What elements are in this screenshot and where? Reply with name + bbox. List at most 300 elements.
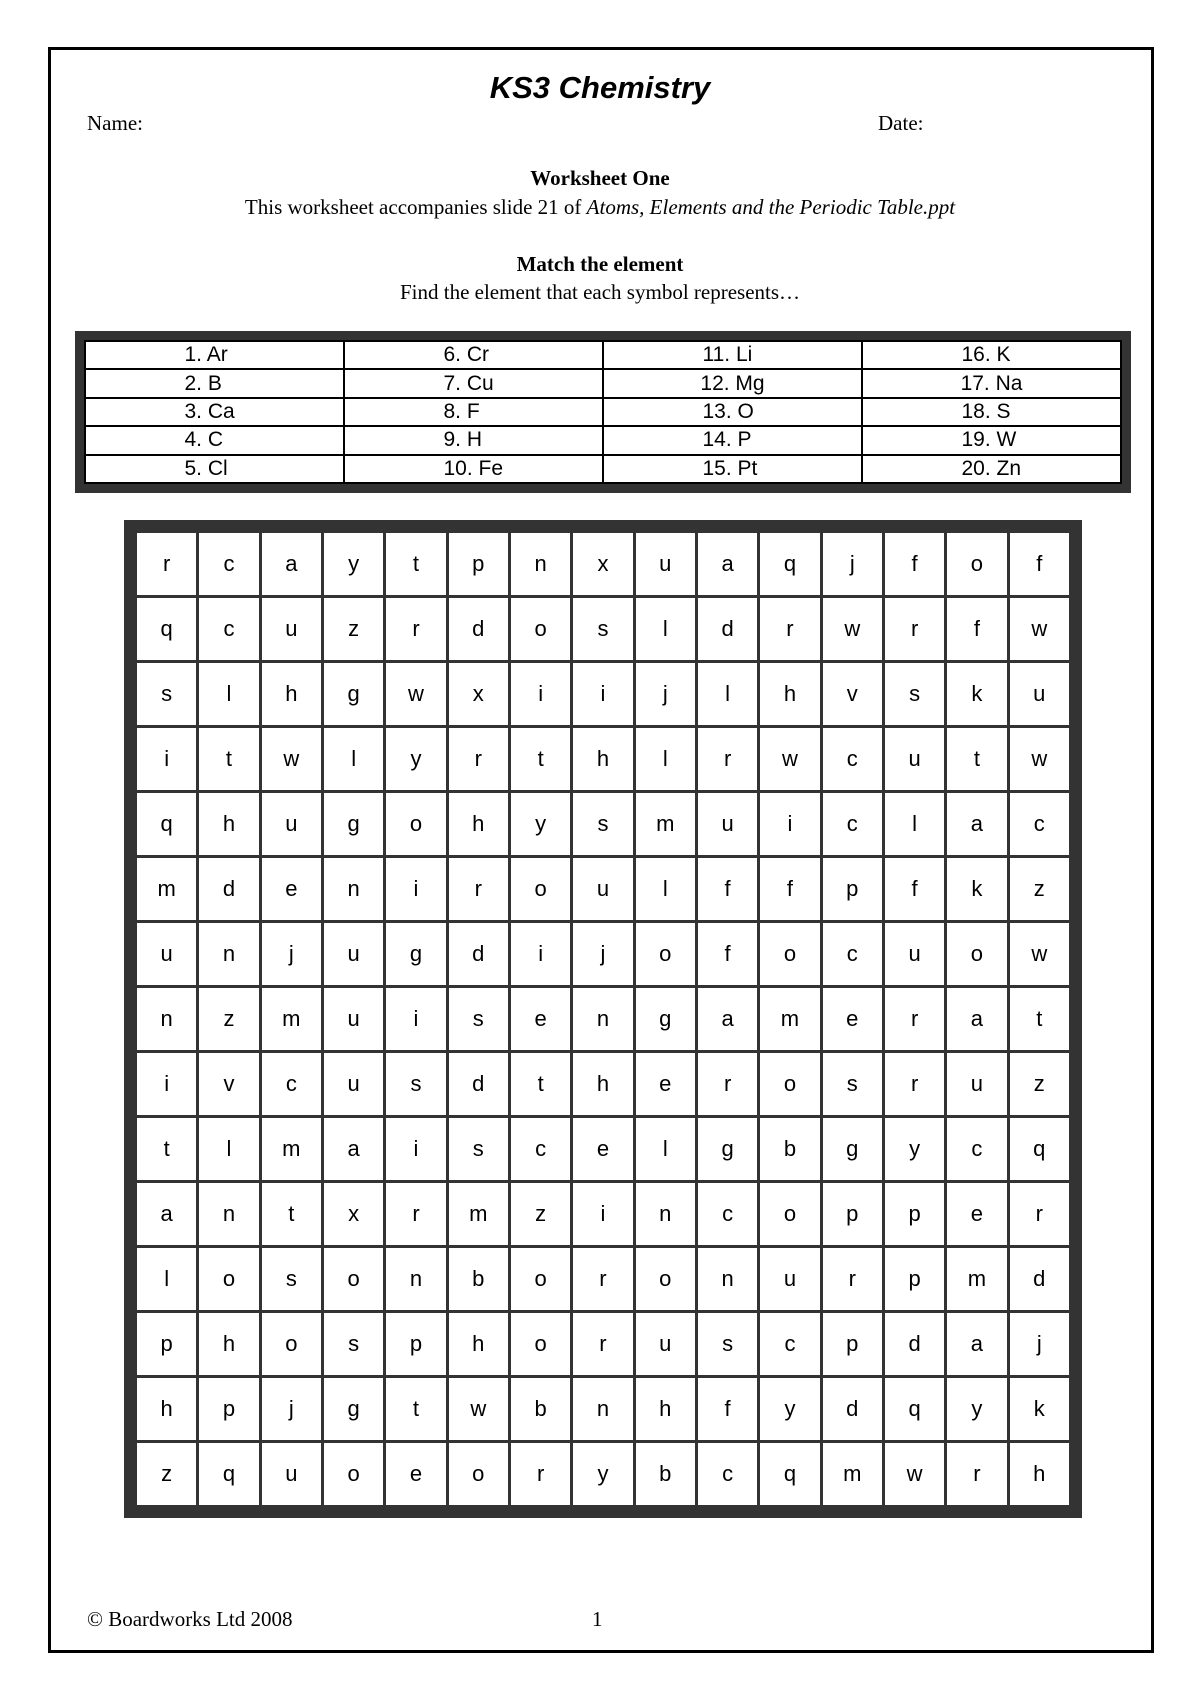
grid-letter[interactable]: c [821,727,883,792]
grid-letter[interactable]: l [198,662,260,727]
grid-letter[interactable]: i [572,662,634,727]
grid-letter[interactable]: m [821,1442,883,1507]
symbol-row [85,369,1121,397]
symbol-cell [85,455,344,483]
grid-letter[interactable]: w [385,662,447,727]
grid-letter[interactable]: q [136,597,198,662]
grid-letter[interactable]: m [759,987,821,1052]
grid-letter[interactable]: c [260,1052,322,1117]
grid-letter[interactable]: l [696,662,758,727]
grid-letter[interactable]: w [759,727,821,792]
grid-letter[interactable]: h [1008,1442,1070,1507]
grid-letter[interactable]: o [322,1442,384,1507]
grid-letter[interactable]: p [883,1182,945,1247]
grid-letter[interactable]: j [634,662,696,727]
grid-letter[interactable]: h [260,662,322,727]
grid-letter[interactable]: s [821,1052,883,1117]
grid-letter[interactable]: o [260,1312,322,1377]
grid-letter[interactable]: r [572,1247,634,1312]
grid-letter[interactable]: i [136,1052,198,1117]
grid-letter[interactable]: i [509,662,571,727]
grid-letter[interactable]: r [821,1247,883,1312]
grid-letter[interactable]: n [572,987,634,1052]
grid-letter[interactable]: h [136,1377,198,1442]
grid-letter[interactable]: p [883,1247,945,1312]
grid-letter[interactable]: e [634,1052,696,1117]
grid-letter[interactable]: r [883,987,945,1052]
grid-letter[interactable]: u [260,792,322,857]
grid-letter[interactable]: k [946,662,1008,727]
grid-letter[interactable]: t [385,532,447,597]
symbol-row [85,426,1121,454]
grid-letter[interactable]: o [759,1052,821,1117]
grid-letter[interactable]: h [198,792,260,857]
grid-letter[interactable]: j [821,532,883,597]
grid-letter[interactable]: d [447,922,509,987]
grid-letter[interactable]: a [136,1182,198,1247]
grid-letter[interactable]: l [136,1247,198,1312]
symbol-cell [85,369,344,397]
grid-letter[interactable]: o [759,922,821,987]
grid-letter[interactable]: y [322,532,384,597]
grid-letter[interactable]: p [136,1312,198,1377]
grid-letter[interactable]: x [447,662,509,727]
grid-letter[interactable]: s [447,987,509,1052]
grid-letter[interactable]: h [572,727,634,792]
grid-letter[interactable]: h [572,1052,634,1117]
date-label: Date: [878,111,924,135]
grid-letter[interactable]: u [322,922,384,987]
grid-letter[interactable]: n [572,1377,634,1442]
grid-letter[interactable]: g [322,1377,384,1442]
grid-letter[interactable]: j [572,922,634,987]
symbol-cell [862,426,1121,454]
grid-letter[interactable]: e [509,987,571,1052]
symbol-label: 17. Na [960,371,1023,395]
worksheet-subtitle [0,195,1200,220]
grid-row [136,727,1071,792]
grid-letter[interactable]: a [946,1312,1008,1377]
grid-letter[interactable]: f [696,1377,758,1442]
symbol-label: 12. Mg [700,371,765,395]
grid-letter[interactable]: a [322,1117,384,1182]
symbol-cell [344,369,603,397]
grid-letter[interactable]: a [696,987,758,1052]
grid-letter[interactable]: n [322,857,384,922]
grid-letter[interactable]: u [260,1442,322,1507]
grid-letter[interactable]: g [634,987,696,1052]
grid-row [136,792,1071,857]
grid-letter[interactable]: r [385,597,447,662]
grid-letter[interactable]: z [1008,1052,1070,1117]
symbol-label: 9. H [443,428,483,452]
grid-letter[interactable]: i [759,792,821,857]
grid-letter[interactable]: c [696,1442,758,1507]
grid-letter[interactable]: p [385,1312,447,1377]
grid-letter[interactable]: g [821,1117,883,1182]
grid-letter[interactable]: s [322,1312,384,1377]
grid-letter[interactable]: q [759,1442,821,1507]
grid-letter[interactable]: r [136,532,198,597]
grid-letter[interactable]: w [821,597,883,662]
symbol-cell [85,426,344,454]
grid-letter[interactable]: u [572,857,634,922]
grid-letter[interactable]: i [385,857,447,922]
symbol-label: 4. C [184,428,224,452]
grid-letter[interactable]: w [260,727,322,792]
grid-letter[interactable]: l [634,597,696,662]
grid-letter[interactable]: c [198,532,260,597]
grid-letter[interactable]: q [1008,1117,1070,1182]
symbol-cell [603,398,862,426]
grid-letter[interactable]: l [634,857,696,922]
grid-letter[interactable]: z [198,987,260,1052]
symbol-row [85,455,1121,483]
grid-letter[interactable]: c [821,922,883,987]
grid-letter[interactable]: g [322,662,384,727]
symbol-cell [85,341,344,369]
symbol-cell [862,455,1121,483]
grid-letter[interactable]: x [322,1182,384,1247]
page-number: 1 [592,1607,603,1631]
grid-letter[interactable]: a [260,532,322,597]
symbol-label: 5. Cl [184,456,228,480]
grid-letter[interactable]: r [509,1442,571,1507]
symbol-cell [603,369,862,397]
grid-letter[interactable]: s [136,662,198,727]
grid-letter[interactable]: k [946,857,1008,922]
grid-letter[interactable]: o [509,857,571,922]
symbol-cell [344,398,603,426]
grid-letter[interactable]: t [385,1377,447,1442]
grid-letter[interactable]: r [759,597,821,662]
grid-letter[interactable]: i [572,1182,634,1247]
grid-letter[interactable]: u [883,727,945,792]
grid-letter[interactable]: o [509,1312,571,1377]
grid-letter[interactable]: h [198,1312,260,1377]
grid-letter[interactable]: r [883,597,945,662]
grid-letter[interactable]: m [260,1117,322,1182]
grid-letter[interactable]: c [759,1312,821,1377]
grid-letter[interactable]: r [385,1182,447,1247]
grid-letter[interactable]: t [198,727,260,792]
grid-letter[interactable]: g [385,922,447,987]
grid-letter[interactable]: r [696,727,758,792]
grid-letter[interactable]: l [322,727,384,792]
grid-letter[interactable]: o [634,1247,696,1312]
subtitle-prefix: This worksheet accompanies slide 21 of [244,195,587,219]
footer-copyright: © Boardworks Ltd 2008 [87,1607,293,1631]
symbol-cell [85,398,344,426]
grid-letter[interactable]: y [946,1377,1008,1442]
grid-letter[interactable]: m [447,1182,509,1247]
grid-letter[interactable]: s [447,1117,509,1182]
symbol-cell [862,369,1121,397]
grid-letter[interactable]: n [509,532,571,597]
grid-letter[interactable]: d [883,1312,945,1377]
grid-letter[interactable]: u [1008,662,1070,727]
grid-letter[interactable]: k [1008,1377,1070,1442]
grid-letter[interactable]: a [946,987,1008,1052]
grid-letter[interactable]: s [883,662,945,727]
grid-letter[interactable]: u [136,922,198,987]
grid-letter[interactable]: n [136,987,198,1052]
grid-letter[interactable]: u [759,1247,821,1312]
grid-letter[interactable]: p [821,857,883,922]
grid-letter[interactable]: y [572,1442,634,1507]
symbol-cell [862,341,1121,369]
grid-letter[interactable]: l [198,1117,260,1182]
grid-letter[interactable]: w [1008,727,1070,792]
grid-letter[interactable]: r [696,1052,758,1117]
word-search-frame [124,520,1082,1518]
grid-letter[interactable]: t [260,1182,322,1247]
grid-letter[interactable]: f [883,857,945,922]
grid-letter[interactable]: q [759,532,821,597]
grid-letter[interactable]: j [260,922,322,987]
grid-letter[interactable]: j [1008,1312,1070,1377]
grid-letter[interactable]: r [447,727,509,792]
grid-letter[interactable]: z [136,1442,198,1507]
symbol-cell [344,341,603,369]
grid-letter[interactable]: u [260,597,322,662]
grid-letter[interactable]: j [260,1377,322,1442]
grid-letter[interactable]: w [883,1442,945,1507]
grid-letter[interactable]: a [696,532,758,597]
grid-letter[interactable]: l [634,727,696,792]
grid-letter[interactable]: c [1008,792,1070,857]
symbol-label: 2. B [184,371,222,395]
grid-letter[interactable]: o [385,792,447,857]
symbol-label: 3. Ca [184,399,235,423]
symbol-label: 16. K [961,343,1011,367]
grid-row [136,597,1071,662]
grid-letter[interactable]: f [759,857,821,922]
grid-row [136,857,1071,922]
grid-letter[interactable]: n [198,922,260,987]
grid-letter[interactable]: y [883,1117,945,1182]
symbol-label: 7. Cu [443,371,494,395]
grid-letter[interactable]: y [385,727,447,792]
grid-letter[interactable]: e [946,1182,1008,1247]
grid-letter[interactable]: o [759,1182,821,1247]
grid-letter[interactable]: w [1008,922,1070,987]
grid-letter[interactable]: e [385,1442,447,1507]
grid-letter[interactable]: c [821,792,883,857]
grid-letter[interactable]: z [509,1182,571,1247]
grid-letter[interactable]: i [385,987,447,1052]
grid-letter[interactable]: m [634,792,696,857]
grid-letter[interactable]: c [509,1117,571,1182]
grid-row [136,1247,1071,1312]
grid-letter[interactable]: f [1008,532,1070,597]
grid-letter[interactable]: v [821,662,883,727]
grid-letter[interactable]: g [322,792,384,857]
grid-letter[interactable]: r [447,857,509,922]
grid-letter[interactable]: u [634,1312,696,1377]
word-search-grid [134,530,1072,1508]
symbol-label: 6. Cr [443,343,490,367]
grid-letter[interactable]: e [572,1117,634,1182]
symbol-label: 1. Ar [184,343,228,367]
grid-letter[interactable]: u [322,987,384,1052]
grid-letter[interactable]: r [883,1052,945,1117]
grid-letter[interactable]: y [759,1377,821,1442]
grid-row [136,1377,1071,1442]
grid-row [136,532,1071,597]
task-instruction: Find the element that each symbol represents… [399,280,801,304]
grid-letter[interactable]: e [821,987,883,1052]
grid-letter[interactable]: h [447,792,509,857]
grid-letter[interactable]: t [1008,987,1070,1052]
grid-letter[interactable]: t [136,1117,198,1182]
symbol-label: 11. Li [702,343,753,367]
grid-letter[interactable]: h [447,1312,509,1377]
symbol-label: 10. Fe [443,456,504,480]
grid-letter[interactable]: o [198,1247,260,1312]
grid-letter[interactable]: b [759,1117,821,1182]
grid-letter[interactable]: u [322,1052,384,1117]
grid-row [136,662,1071,727]
symbol-label: 18. S [961,399,1011,423]
symbol-table [84,340,1122,484]
grid-letter[interactable]: o [946,532,1008,597]
grid-letter[interactable]: w [447,1377,509,1442]
grid-row [136,1312,1071,1377]
grid-letter[interactable]: r [1008,1182,1070,1247]
symbol-cell [862,398,1121,426]
grid-row [136,987,1071,1052]
grid-letter[interactable]: c [696,1182,758,1247]
symbol-row [85,398,1121,426]
grid-letter[interactable]: u [946,1052,1008,1117]
grid-letter[interactable]: w [1008,597,1070,662]
grid-row [136,1182,1071,1247]
grid-letter[interactable]: y [509,792,571,857]
grid-letter[interactable]: u [634,532,696,597]
grid-letter[interactable]: h [634,1377,696,1442]
grid-letter[interactable]: i [385,1117,447,1182]
grid-letter[interactable]: d [447,1052,509,1117]
grid-letter[interactable]: g [696,1117,758,1182]
grid-letter[interactable]: n [634,1182,696,1247]
grid-letter[interactable]: d [198,857,260,922]
grid-letter[interactable]: s [385,1052,447,1117]
grid-letter[interactable]: f [946,597,1008,662]
symbol-label: 14. P [702,428,752,452]
symbol-cell [603,426,862,454]
grid-letter[interactable]: m [260,987,322,1052]
grid-letter[interactable]: b [447,1247,509,1312]
symbol-cell [344,455,603,483]
grid-letter[interactable]: q [198,1442,260,1507]
grid-letter[interactable]: s [696,1312,758,1377]
grid-row [136,922,1071,987]
symbol-label: 20. Zn [961,456,1022,480]
grid-letter[interactable]: o [322,1247,384,1312]
symbol-label: 8. F [443,399,480,423]
grid-letter[interactable]: z [1008,857,1070,922]
grid-letter[interactable]: o [509,597,571,662]
symbol-cell [603,341,862,369]
grid-row [136,1442,1071,1507]
grid-letter[interactable]: l [883,792,945,857]
grid-letter[interactable]: f [883,532,945,597]
grid-letter[interactable]: x [572,532,634,597]
grid-letter[interactable]: e [260,857,322,922]
grid-letter[interactable]: v [198,1052,260,1117]
grid-letter[interactable]: q [883,1377,945,1442]
grid-letter[interactable]: a [946,792,1008,857]
grid-letter[interactable]: m [136,857,198,922]
symbol-row [85,341,1121,369]
grid-letter[interactable]: n [198,1182,260,1247]
grid-letter[interactable]: i [136,727,198,792]
page-title: KS3 Chemistry [489,70,711,105]
grid-letter[interactable]: p [447,532,509,597]
grid-letter[interactable]: z [322,597,384,662]
grid-letter[interactable]: b [634,1442,696,1507]
grid-letter[interactable]: c [198,597,260,662]
grid-letter[interactable]: t [946,727,1008,792]
grid-letter[interactable]: c [946,1117,1008,1182]
grid-letter[interactable]: o [447,1442,509,1507]
grid-letter[interactable]: s [260,1247,322,1312]
symbol-cell [603,455,862,483]
task-title: Match the element [516,252,684,276]
grid-letter[interactable]: p [821,1312,883,1377]
grid-letter[interactable]: f [696,922,758,987]
name-label: Name: [87,111,143,135]
symbol-table-frame [75,331,1131,493]
grid-letter[interactable]: u [696,792,758,857]
grid-letter[interactable]: o [509,1247,571,1312]
grid-letter[interactable]: d [821,1377,883,1442]
grid-letter[interactable]: t [509,1052,571,1117]
grid-letter[interactable]: b [509,1377,571,1442]
grid-letter[interactable]: n [385,1247,447,1312]
grid-letter[interactable]: f [696,857,758,922]
symbol-label: 19. W [961,428,1017,452]
grid-letter[interactable]: l [634,1117,696,1182]
grid-letter[interactable]: m [946,1247,1008,1312]
grid-letter[interactable]: s [572,597,634,662]
subtitle-source: Atoms, Elements and the Periodic Table.ppt [586,195,956,219]
grid-letter[interactable]: d [1008,1247,1070,1312]
symbol-cell [344,426,603,454]
grid-letter[interactable]: u [883,922,945,987]
grid-letter[interactable]: p [198,1377,260,1442]
grid-letter[interactable]: d [447,597,509,662]
grid-letter[interactable]: r [946,1442,1008,1507]
symbol-label: 13. O [702,399,754,423]
grid-letter[interactable]: h [759,662,821,727]
grid-row [136,1117,1071,1182]
grid-letter[interactable]: p [821,1182,883,1247]
grid-letter[interactable]: r [572,1312,634,1377]
grid-letter[interactable]: o [946,922,1008,987]
grid-letter[interactable]: t [509,727,571,792]
grid-letter[interactable]: i [509,922,571,987]
symbol-label: 15. Pt [702,456,758,480]
grid-letter[interactable]: q [136,792,198,857]
grid-letter[interactable]: d [696,597,758,662]
grid-letter[interactable]: o [634,922,696,987]
worksheet-title: Worksheet One [530,166,670,190]
grid-letter[interactable]: n [696,1247,758,1312]
grid-letter[interactable]: s [572,792,634,857]
grid-row [136,1052,1071,1117]
